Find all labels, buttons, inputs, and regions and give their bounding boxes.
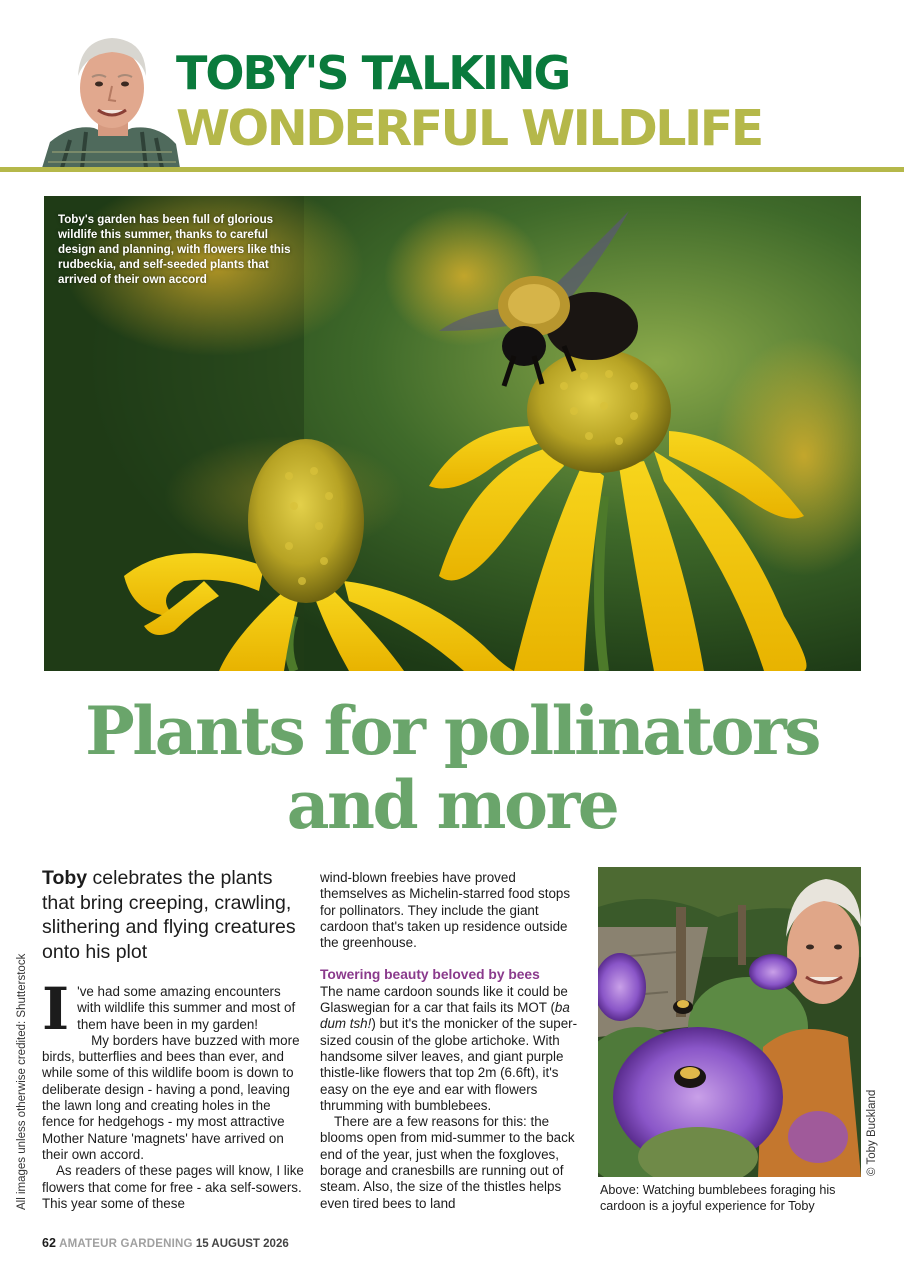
standfirst-name: Toby (42, 867, 88, 889)
page-footer (42, 1236, 289, 1250)
standfirst (42, 866, 300, 964)
page-number: 62 (42, 1236, 56, 1250)
author-portrait (42, 24, 180, 168)
headline-line1: Plants for pollinators (85, 692, 819, 770)
series-title-line1: TOBY'S TALKING (176, 46, 570, 100)
hero-caption: Toby's garden has been full of glorious wildlife this summer, thanks to careful design and planning, with flowers like this rudbeckia, and self-seeded plants that arrived of their own accord (58, 213, 291, 286)
body-column-2 (320, 870, 582, 1212)
paragraph-2: My borders have buzzed with more birds, butterflies and bees than ever, and while some of this wildlife boom is down to deliberate design - having a pond, leaving the lawn long and creating holes in the fence for hedgehogs - my most attractive Mother Nature 'magnets' have arrived on their own accord. (42, 1032, 300, 1162)
standfirst-text: celebrates the plants that bring creeping, crawling, slithering and flying creatures onto his plot (42, 867, 296, 963)
headline-line2: and more (286, 766, 618, 844)
article-headline (0, 694, 904, 842)
paragraph-1: 've had some amazing encounters with wildlife this summer and most of them have been in my garden! (77, 984, 296, 1032)
magazine-name: AMATEUR GARDENING (59, 1238, 193, 1250)
series-title-line2: WONDERFUL WILDLIFE (176, 100, 762, 157)
image-credit: All images unless otherwise credited: Shutterstock (16, 953, 28, 1210)
subheading: Towering beauty beloved by bees (320, 967, 540, 983)
paragraph-6: There are a few reasons for this: the blooms open from mid-summer to the back end of the year, just when the foxgloves, borage and cranesbills are running out of steam. Also, the size of the thistles helps even tired bees to land (320, 1114, 575, 1211)
inset-photo-toby-with-cardoon (598, 867, 861, 1177)
paragraph-5: The name cardoon sounds like it could be Glaswegian for a car that fails its MOT (ba dum tsh!) but it's the monicker of the super-sized cousin of the globe artichoke. With handsome silver leaves, and giant purple thistle-like flowers that top 2m (6.6ft), it's easy on the eye and ear with flowers thrumming with bumblebees. (320, 983, 578, 1113)
header-rule (0, 167, 904, 172)
paragraph-4: wind-blown freebies have proved themselves as Michelin-starred food stops for pollinators. They include the giant cardoon that's taken up residence outside the greenhouse. (320, 870, 571, 951)
issue-date: 15 AUGUST 2026 (195, 1238, 289, 1250)
inset-caption: Above: Watching bumblebees foraging his cardoon is a joyful experience for Toby (600, 1183, 836, 1213)
paragraph-3: As readers of these pages will know, I like flowers that come for free - aka self-sowers. This year some of these (42, 1163, 304, 1211)
drop-cap: I (42, 975, 70, 1043)
photo-credit: © Toby Buckland (866, 1089, 878, 1176)
body-column-1 (42, 975, 304, 1212)
